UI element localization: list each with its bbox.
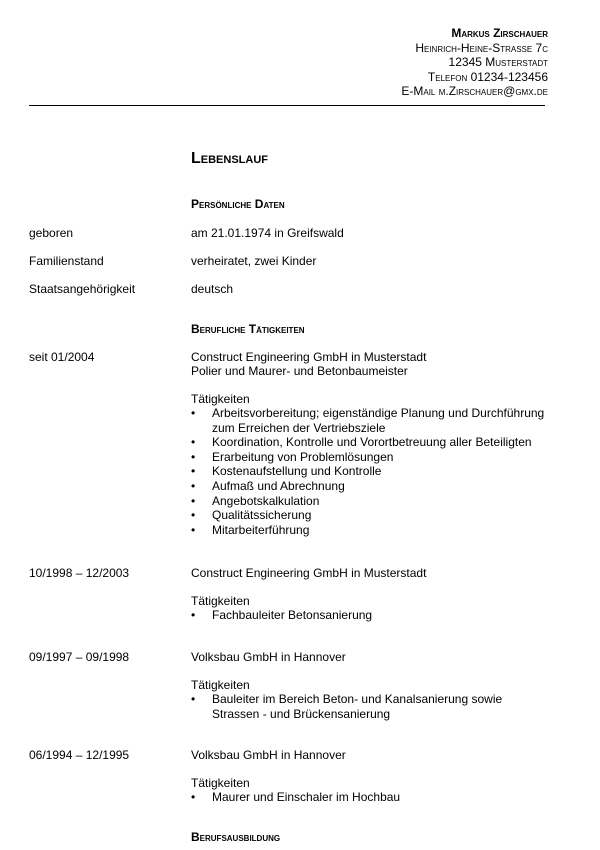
value-marital-status: verheiratet, zwei Kinder [191, 254, 317, 268]
street-address: Heinrich-Heine-Strasse 7c [415, 40, 548, 55]
career-period: 10/1998 – 12/2003 [29, 566, 130, 580]
career-company: Construct Engineering GmbH in Musterstadt [191, 350, 427, 364]
task-list [191, 790, 551, 805]
section-heading-career: Berufliche Tätigkeiten [191, 322, 305, 336]
city-address: 12345 Musterstadt [448, 55, 548, 69]
career-company: Volksbau GmbH in Hannover [191, 748, 346, 762]
email-address: E-Mail m.Zirschauer@gmx.de [401, 84, 548, 98]
task-item: • Bauleiter im Bereich Beton- und Kanalsanierung sowie Strassen - und Brückensanierung [191, 692, 521, 721]
task-item: • Erarbeitung von Problemlösungen [191, 450, 551, 465]
career-company: Construct Engineering GmbH in Musterstadt [191, 566, 427, 580]
career-period: 09/1997 – 09/1998 [29, 650, 130, 664]
section-heading-personal: Persönliche Daten [191, 197, 285, 211]
value-nationality: deutsch [191, 282, 234, 296]
career-period: 06/1994 – 12/1995 [29, 748, 130, 762]
task-item: • Arbeitsvorbereitung; eigenständige Planung und Durchführung zum Erreichen der Vertriebsziele [191, 406, 551, 435]
value-born: am 21.01.1974 in Greifswald [191, 226, 344, 240]
tasks-label: Tätigkeiten [191, 678, 250, 692]
tasks-label: Tätigkeiten [191, 392, 250, 406]
section-heading-education: Berufsausbildung [191, 830, 281, 844]
phone-number: Telefon 01234-123456 [427, 69, 548, 84]
task-item: • Kostenaufstellung und Kontrolle [191, 464, 551, 479]
career-period: seit 01/2004 [29, 350, 95, 364]
task-list [191, 692, 521, 721]
label-marital-status: Familienstand [29, 254, 104, 268]
tasks-label: Tätigkeiten [191, 776, 250, 790]
career-company: Volksbau GmbH in Hannover [191, 650, 346, 664]
label-born: geboren [29, 226, 74, 240]
task-item: • Angebotskalkulation [191, 494, 551, 509]
label-nationality: Staatsangehörigkeit [29, 282, 136, 296]
contact-header [401, 26, 548, 99]
task-list [191, 608, 551, 623]
task-item: • Maurer und Einschaler im Hochbau [191, 790, 551, 805]
task-item: • Aufmaß und Abrechnung [191, 479, 551, 494]
task-item: • Fachbauleiter Betonsanierung [191, 608, 551, 623]
header-divider [29, 105, 545, 106]
applicant-name: Markus Zirschauer [451, 26, 548, 40]
document-title: Lebenslauf [191, 150, 268, 167]
task-item: • Koordination, Kontrolle und Vorortbetreuung aller Beteiligten [191, 435, 551, 450]
task-item: • Mitarbeiterführung [191, 523, 551, 538]
career-role: Polier und Maurer- und Betonbaumeister [191, 364, 408, 378]
task-item: • Qualitätssicherung [191, 508, 551, 523]
task-list [191, 406, 551, 537]
tasks-label: Tätigkeiten [191, 594, 250, 608]
